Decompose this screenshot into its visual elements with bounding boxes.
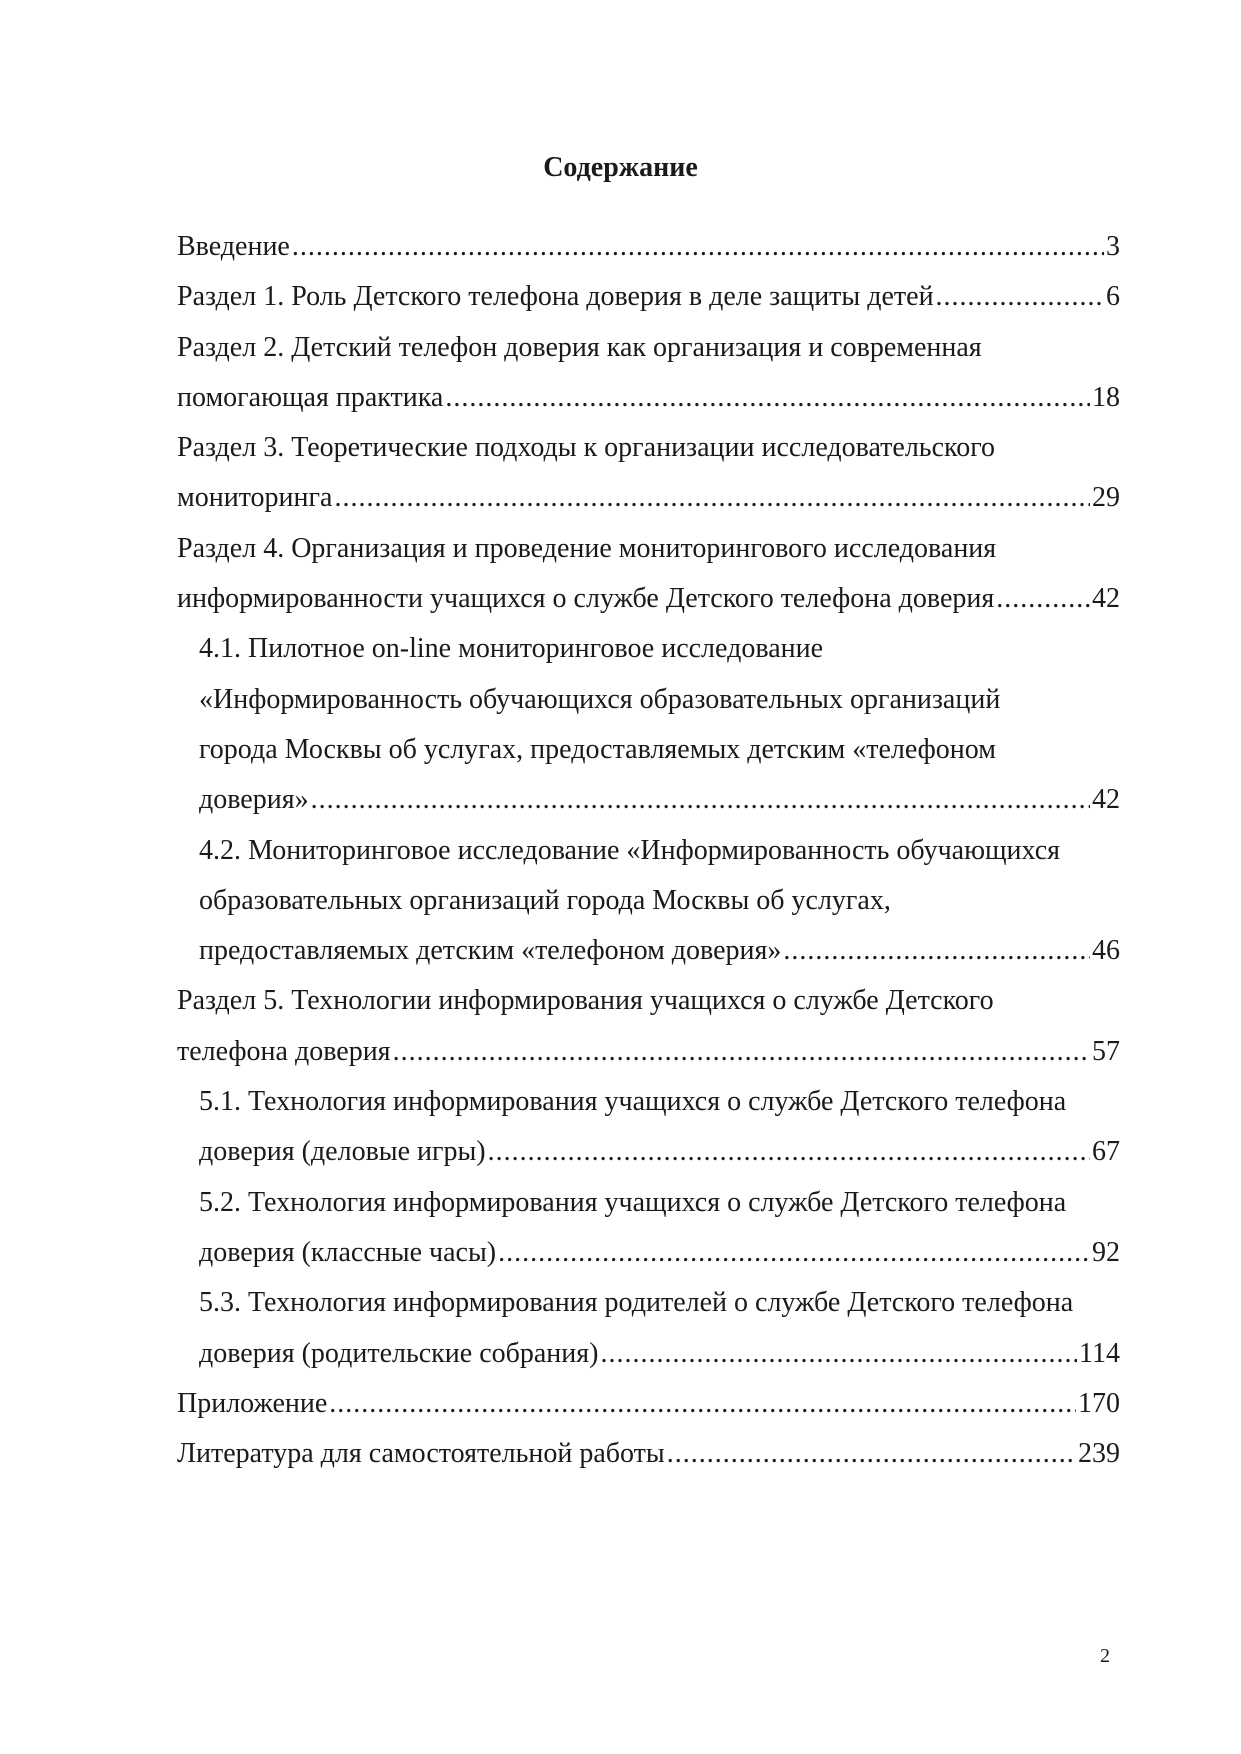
toc-subsection-entry[interactable]: [177, 624, 1120, 825]
toc-entry-final-line: [177, 373, 1120, 423]
toc-page-number: 46: [1092, 935, 1120, 967]
toc-entry-text-line: города Москвы об услугах, предоставляемых детским «телефоном: [199, 733, 996, 765]
dot-leader: [488, 1127, 1090, 1177]
toc-page-number: 57: [1092, 1035, 1120, 1067]
toc-entry-text-line: Раздел 4. Организация и проведение мониторингового исследования: [177, 532, 997, 564]
dot-leader: [783, 926, 1090, 976]
dot-leader: [600, 1329, 1077, 1379]
toc-entry-title: предоставляемых детским «телефоном доверия»: [199, 935, 782, 967]
toc-page-number: 239: [1078, 1438, 1120, 1470]
toc-subsection-entry[interactable]: [177, 1077, 1120, 1178]
dot-leader: [292, 222, 1104, 272]
toc-entry-final-line: [177, 1429, 1120, 1479]
toc-entry-text-line: Раздел 2. Детский телефон доверия как организация и современная: [177, 331, 982, 363]
toc-page-number: 29: [1092, 482, 1120, 514]
toc-section-entry[interactable]: [177, 423, 1120, 524]
toc-subsection-entry[interactable]: [177, 1278, 1120, 1379]
toc-entry-text-line: 5.2. Технология информирования учащихся о службе Детского телефона: [199, 1186, 1067, 1218]
dot-leader: [936, 272, 1104, 322]
dot-leader: [996, 574, 1090, 624]
toc-entry-text-line: «Информированность обучающихся образовательных организаций: [199, 683, 1001, 715]
toc-entry-title: Раздел 1. Роль Детского телефона доверия в деле защиты детей: [177, 281, 934, 313]
dot-leader: [334, 473, 1090, 523]
toc-entry-final-line: [199, 1329, 1120, 1379]
toc-entry-text-line: Раздел 5. Технологии информирования учащихся о службе Детского: [177, 985, 994, 1017]
toc-entry-final-line: [199, 1228, 1120, 1278]
dot-leader: [498, 1228, 1090, 1278]
toc-entry-text-line: Раздел 3. Теоретические подходы к организации исследовательского: [177, 432, 995, 464]
toc-page-number: 3: [1106, 231, 1120, 262]
toc-entry-text-line: 5.3. Технология информирования родителей о службе Детского телефона: [199, 1287, 1074, 1319]
toc-entry-title: телефона доверия: [177, 1035, 391, 1067]
toc-page-number: 67: [1092, 1136, 1120, 1168]
toc-entry-final-line: [177, 272, 1120, 322]
toc-entry-text-line: 5.1. Технология информирования учащихся о службе Детского телефона: [199, 1086, 1067, 1118]
toc-entry-text-line: образовательных организаций города Москвы об услугах,: [199, 884, 891, 916]
table-of-contents: [177, 222, 1120, 1479]
dot-leader: [445, 373, 1090, 423]
toc-entry-final-line: [199, 775, 1120, 825]
toc-page-number: 18: [1092, 381, 1120, 413]
toc-entry-text-line: 4.1. Пилотное on-line мониторинговое исследование: [199, 633, 824, 665]
toc-section-entry[interactable]: [177, 323, 1120, 424]
toc-page-number: 42: [1092, 784, 1120, 816]
toc-entry-title: Введение: [177, 231, 290, 262]
toc-section-entry[interactable]: [177, 272, 1120, 322]
toc-entry-final-line: [177, 1027, 1120, 1077]
toc-entry-title: информированности учащихся о службе Детского телефона доверия: [177, 583, 995, 615]
toc-page-number: 42: [1092, 583, 1120, 615]
toc-entry-title: Литература для самостоятельной работы: [177, 1438, 665, 1470]
toc-entry-final-line: [177, 1379, 1120, 1429]
toc-section-entry[interactable]: [177, 222, 1120, 272]
toc-entry-title: доверия (деловые игры): [199, 1136, 486, 1168]
toc-entry-title: помогающая практика: [177, 381, 444, 413]
toc-page-number: 170: [1078, 1387, 1120, 1419]
toc-entry-title: доверия (родительские собрания): [199, 1337, 599, 1369]
toc-entry-title: доверия»: [199, 784, 309, 816]
toc-section-entry[interactable]: [177, 976, 1120, 1077]
toc-entry-title: Приложение: [177, 1387, 328, 1419]
toc-section-entry[interactable]: [177, 1429, 1120, 1479]
page-title: Содержание: [543, 152, 698, 183]
toc-subsection-entry[interactable]: [177, 826, 1120, 977]
toc-section-entry[interactable]: [177, 524, 1120, 625]
toc-page-number: 114: [1079, 1337, 1120, 1369]
dot-leader: [311, 775, 1090, 825]
toc-entry-title: мониторинга: [177, 482, 333, 514]
toc-entry-text-line: 4.2. Мониторинговое исследование «Информированность обучающихся: [199, 834, 1061, 866]
toc-entry-final-line: [199, 926, 1120, 976]
toc-entry-final-line: [177, 574, 1120, 624]
dot-leader: [667, 1429, 1076, 1479]
toc-page-number: 6: [1106, 281, 1120, 313]
toc-section-entry[interactable]: [177, 1379, 1120, 1429]
toc-page-number: 92: [1092, 1236, 1120, 1268]
toc-entry-final-line: [199, 1127, 1120, 1177]
page-number: 2: [1100, 1645, 1110, 1667]
dot-leader: [393, 1027, 1090, 1077]
toc-subsection-entry[interactable]: [177, 1178, 1120, 1279]
toc-entry-title: доверия (классные часы): [199, 1236, 497, 1268]
toc-entry-final-line: [177, 473, 1120, 523]
toc-entry-final-line: [177, 222, 1120, 272]
dot-leader: [329, 1379, 1076, 1429]
